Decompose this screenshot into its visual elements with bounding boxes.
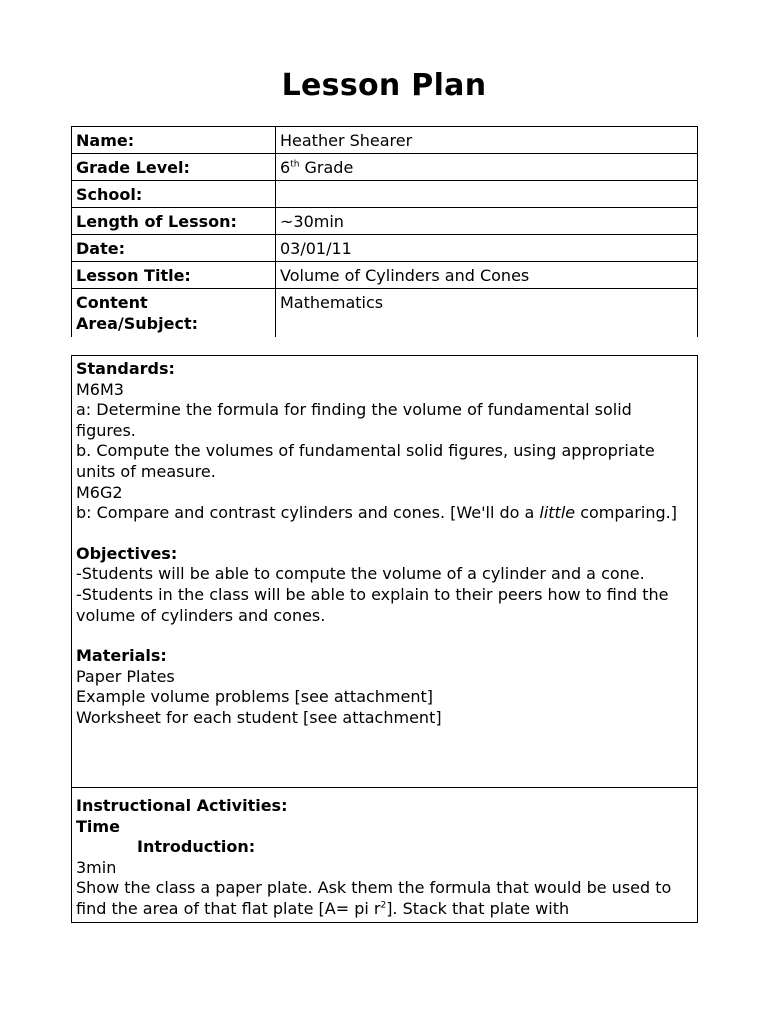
standard-code: M6M3 <box>76 379 124 399</box>
instructional-activities-heading: Instructional Activities: <box>76 796 288 815</box>
table-row <box>72 181 698 208</box>
school-label: School: <box>72 181 276 208</box>
standard-item <box>76 503 693 524</box>
lesson-title-label: Lesson Title: <box>72 262 276 289</box>
lesson-title-value: Volume of Cylinders and Cones <box>276 262 698 289</box>
grade-level-label: Grade Level: <box>72 154 276 181</box>
length-label: Length of Lesson: <box>72 208 276 235</box>
lesson-info-table <box>71 126 698 337</box>
school-value <box>276 181 698 208</box>
materials-heading: Materials: <box>76 646 167 666</box>
instructional-activities-section <box>72 788 697 920</box>
content-area-value: Mathematics <box>276 289 698 338</box>
grade-number: 6 <box>280 158 291 177</box>
objective-item: -Students will be able to compute the volume of a cylinder and a cone. <box>76 564 645 584</box>
standards-heading: Standards: <box>76 359 175 378</box>
table-row <box>72 235 698 262</box>
page-title: Lesson Plan <box>281 68 487 103</box>
table-row <box>72 208 698 235</box>
content-area-label: Content Area/Subject: <box>72 289 276 338</box>
introduction-label: Introduction: <box>137 837 256 857</box>
length-value: ~30min <box>276 208 698 235</box>
activity-description <box>76 878 693 919</box>
date-value: 03/01/11 <box>276 235 698 262</box>
standard-code: M6G2 <box>76 482 123 502</box>
grade-level-value <box>276 154 698 181</box>
spacer <box>76 524 693 544</box>
grade-word: Grade <box>299 158 354 177</box>
name-value: Heather Shearer <box>276 127 698 154</box>
exponent: 2 <box>380 900 387 911</box>
standards-objectives-materials-section <box>72 356 697 788</box>
standard-item: b. Compute the volumes of fundamental solid figures, using appropriate units of measure. <box>76 441 655 481</box>
objectives-heading: Objectives: <box>76 543 178 563</box>
material-item: Worksheet for each student [see attachment] <box>76 707 442 727</box>
standard-text: b: Compare and contrast cylinders and cones. [We'll do a <box>76 503 540 523</box>
spacer <box>76 626 693 646</box>
table-row <box>72 127 698 154</box>
emphasis-text: little <box>539 503 576 523</box>
standard-item: a: Determine the formula for finding the volume of fundamental solid figures. <box>76 400 632 440</box>
material-item: Example volume problems [see attachment] <box>76 687 434 707</box>
grade-suffix: th <box>290 159 300 170</box>
table-row <box>72 154 698 181</box>
activity-text: Show the class a paper plate. Ask them the formula that would be used to find the area of that flat plate [A= pi r <box>76 878 672 918</box>
activity-text: ]. Stack that plate with <box>386 898 570 918</box>
material-item: Paper Plates <box>76 666 175 686</box>
duration-text: 3min <box>76 857 117 877</box>
table-row <box>72 262 698 289</box>
name-label: Name: <box>72 127 276 154</box>
lesson-details-box <box>71 355 698 923</box>
table-row <box>72 289 698 338</box>
objective-item: -Students in the class will be able to explain to their peers how to find the volume of cylinders and cones. <box>76 584 669 625</box>
standard-text: comparing.] <box>575 503 677 523</box>
time-label: Time <box>76 816 120 836</box>
date-label: Date: <box>72 235 276 262</box>
